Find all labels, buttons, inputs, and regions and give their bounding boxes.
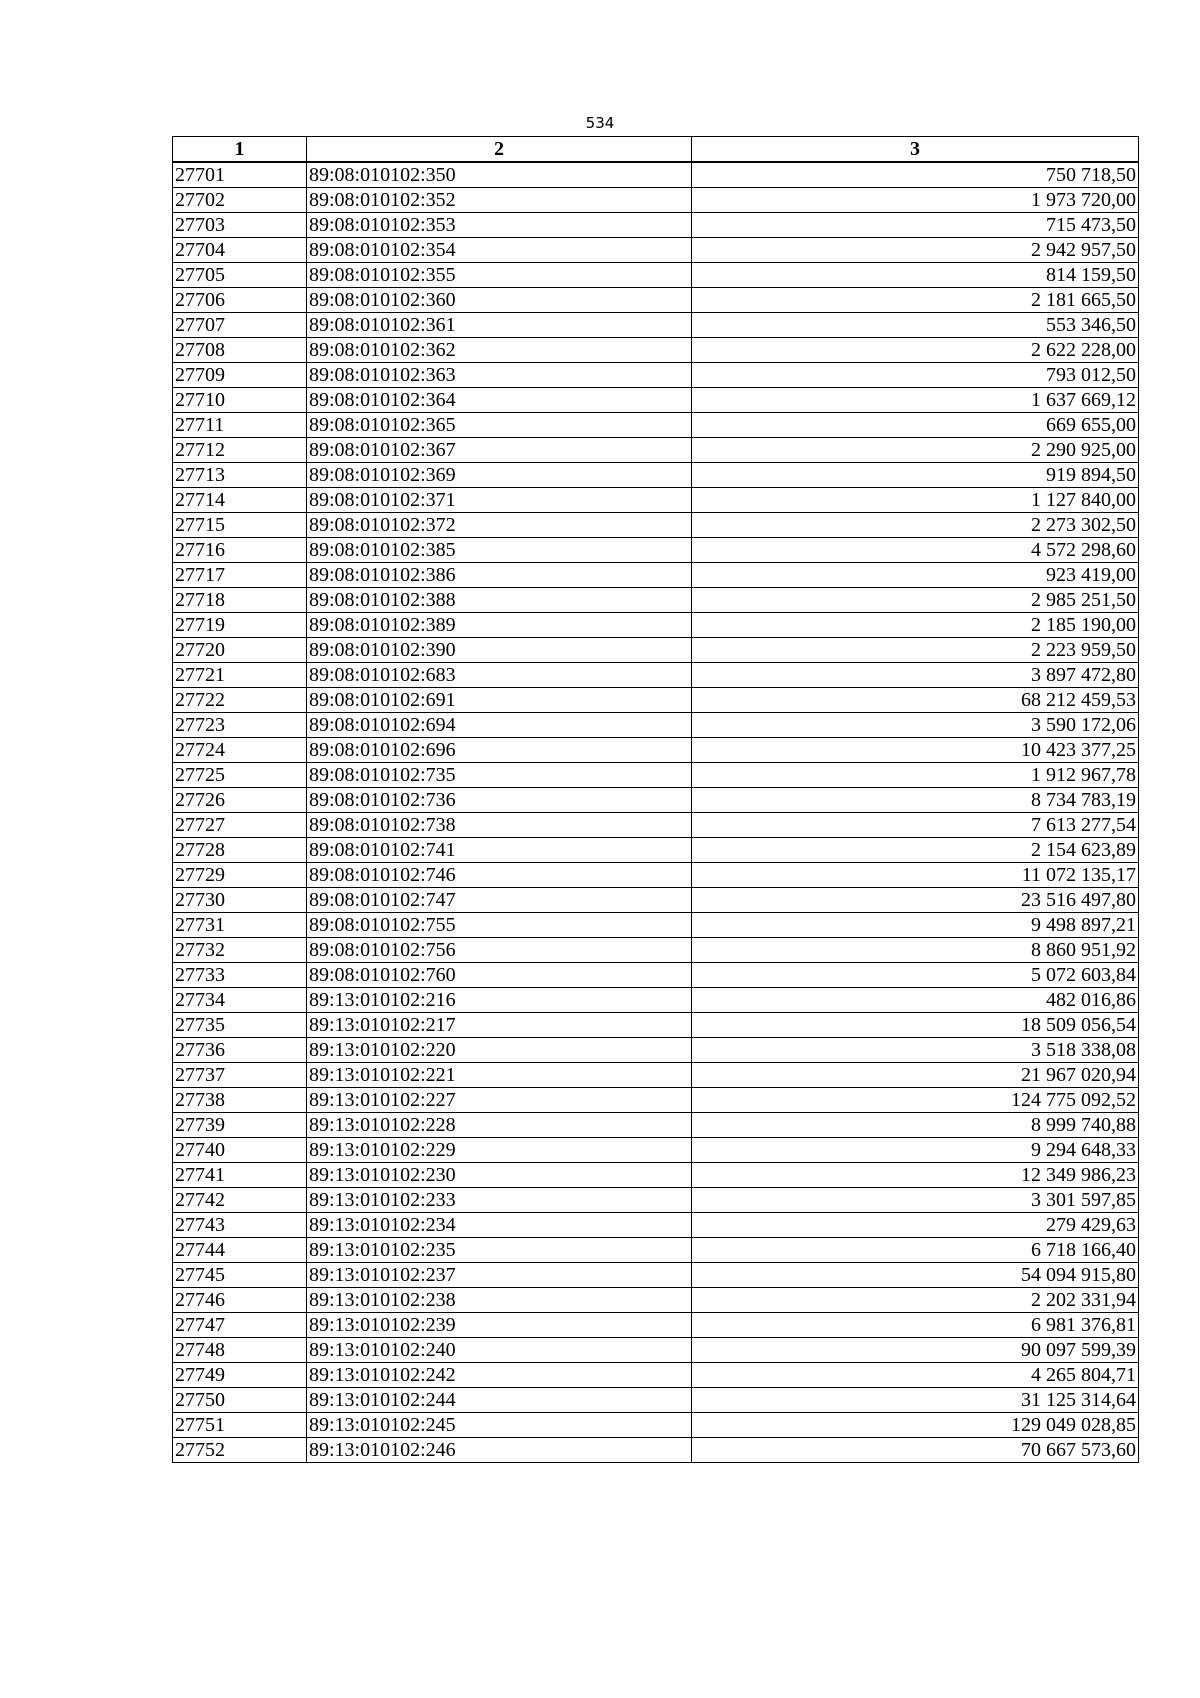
cadastral-number-cell: 89:13:010102:220 [307, 1038, 692, 1063]
cadastral-number-cell: 89:08:010102:360 [307, 288, 692, 313]
cadastral-number-cell: 89:13:010102:239 [307, 1313, 692, 1338]
table-row [173, 663, 1139, 688]
row-number-cell: 27742 [173, 1188, 307, 1213]
value-cell: 715 473,50 [692, 213, 1139, 238]
table-row [173, 413, 1139, 438]
table-row [173, 1263, 1139, 1288]
table-row [173, 613, 1139, 638]
row-number-cell: 27723 [173, 713, 307, 738]
value-cell: 1 127 840,00 [692, 488, 1139, 513]
row-number-cell: 27720 [173, 638, 307, 663]
cadastral-number-cell: 89:08:010102:696 [307, 738, 692, 763]
value-cell: 8 860 951,92 [692, 938, 1139, 963]
cadastral-number-cell: 89:13:010102:230 [307, 1163, 692, 1188]
cadastral-number-cell: 89:13:010102:216 [307, 988, 692, 1013]
cadastral-number-cell: 89:08:010102:760 [307, 963, 692, 988]
value-cell: 553 346,50 [692, 313, 1139, 338]
value-cell: 919 894,50 [692, 463, 1139, 488]
cadastral-number-cell: 89:08:010102:388 [307, 588, 692, 613]
row-number-cell: 27744 [173, 1238, 307, 1263]
value-cell: 129 049 028,85 [692, 1413, 1139, 1438]
row-number-cell: 27746 [173, 1288, 307, 1313]
table-row [173, 588, 1139, 613]
table-row [173, 1213, 1139, 1238]
row-number-cell: 27703 [173, 213, 307, 238]
value-cell: 11 072 135,17 [692, 863, 1139, 888]
row-number-cell: 27711 [173, 413, 307, 438]
cadastral-number-cell: 89:08:010102:691 [307, 688, 692, 713]
row-number-cell: 27726 [173, 788, 307, 813]
cadastral-number-cell: 89:08:010102:756 [307, 938, 692, 963]
cadastral-number-cell: 89:08:010102:747 [307, 888, 692, 913]
table-row [173, 388, 1139, 413]
table-row [173, 938, 1139, 963]
value-cell: 1 637 669,12 [692, 388, 1139, 413]
row-number-cell: 27736 [173, 1038, 307, 1063]
table-row [173, 1088, 1139, 1113]
table-row [173, 888, 1139, 913]
cadastral-number-cell: 89:08:010102:352 [307, 188, 692, 213]
table-body [173, 162, 1139, 1463]
table-row [173, 1138, 1139, 1163]
cadastral-number-cell: 89:08:010102:350 [307, 162, 692, 188]
value-cell: 8 734 783,19 [692, 788, 1139, 813]
row-number-cell: 27718 [173, 588, 307, 613]
value-cell: 1 973 720,00 [692, 188, 1139, 213]
cadastral-number-cell: 89:08:010102:736 [307, 788, 692, 813]
table-row [173, 263, 1139, 288]
table-row [173, 1113, 1139, 1138]
value-cell: 923 419,00 [692, 563, 1139, 588]
table-row [173, 513, 1139, 538]
cadastral-number-cell: 89:13:010102:221 [307, 1063, 692, 1088]
value-cell: 6 718 166,40 [692, 1238, 1139, 1263]
value-cell: 3 518 338,08 [692, 1038, 1139, 1063]
cadastral-number-cell: 89:08:010102:390 [307, 638, 692, 663]
cadastral-number-cell: 89:08:010102:364 [307, 388, 692, 413]
value-cell: 5 072 603,84 [692, 963, 1139, 988]
cadastral-number-cell: 89:13:010102:233 [307, 1188, 692, 1213]
cadastral-number-cell: 89:08:010102:694 [307, 713, 692, 738]
cadastral-number-cell: 89:13:010102:242 [307, 1363, 692, 1388]
value-cell: 814 159,50 [692, 263, 1139, 288]
table-row [173, 188, 1139, 213]
table-row [173, 1038, 1139, 1063]
cadastral-number-cell: 89:08:010102:363 [307, 363, 692, 388]
row-number-cell: 27743 [173, 1213, 307, 1238]
value-cell: 2 273 302,50 [692, 513, 1139, 538]
cadastral-number-cell: 89:08:010102:362 [307, 338, 692, 363]
cadastral-number-cell: 89:13:010102:245 [307, 1413, 692, 1438]
value-cell: 2 985 251,50 [692, 588, 1139, 613]
cadastral-number-cell: 89:13:010102:217 [307, 1013, 692, 1038]
cadastral-number-cell: 89:13:010102:228 [307, 1113, 692, 1138]
value-cell: 4 265 804,71 [692, 1363, 1139, 1388]
row-number-cell: 27719 [173, 613, 307, 638]
table-row [173, 288, 1139, 313]
value-cell: 3 301 597,85 [692, 1188, 1139, 1213]
cadastral-number-cell: 89:13:010102:235 [307, 1238, 692, 1263]
value-cell: 2 154 623,89 [692, 838, 1139, 863]
row-number-cell: 27707 [173, 313, 307, 338]
value-cell: 21 967 020,94 [692, 1063, 1139, 1088]
row-number-cell: 27750 [173, 1388, 307, 1413]
cadastral-number-cell: 89:13:010102:227 [307, 1088, 692, 1113]
value-cell: 124 775 092,52 [692, 1088, 1139, 1113]
column-header-1: 1 [173, 137, 307, 163]
value-cell: 750 718,50 [692, 162, 1139, 188]
table-row [173, 763, 1139, 788]
value-cell: 10 423 377,25 [692, 738, 1139, 763]
cadastral-number-cell: 89:13:010102:240 [307, 1338, 692, 1363]
table-row [173, 838, 1139, 863]
cadastral-number-cell: 89:08:010102:355 [307, 263, 692, 288]
value-cell: 7 613 277,54 [692, 813, 1139, 838]
cadastral-number-cell: 89:08:010102:735 [307, 763, 692, 788]
value-cell: 90 097 599,39 [692, 1338, 1139, 1363]
table-row [173, 338, 1139, 363]
value-cell: 68 212 459,53 [692, 688, 1139, 713]
row-number-cell: 27722 [173, 688, 307, 713]
cadastral-number-cell: 89:13:010102:246 [307, 1438, 692, 1463]
cadastral-number-cell: 89:08:010102:372 [307, 513, 692, 538]
table-row [173, 162, 1139, 188]
value-cell: 3 897 472,80 [692, 663, 1139, 688]
row-number-cell: 27733 [173, 963, 307, 988]
row-number-cell: 27732 [173, 938, 307, 963]
value-cell: 31 125 314,64 [692, 1388, 1139, 1413]
row-number-cell: 27739 [173, 1113, 307, 1138]
table-row [173, 813, 1139, 838]
row-number-cell: 27737 [173, 1063, 307, 1088]
table-row [173, 913, 1139, 938]
cadastral-number-cell: 89:08:010102:353 [307, 213, 692, 238]
value-cell: 8 999 740,88 [692, 1113, 1139, 1138]
data-table [172, 136, 1139, 1463]
row-number-cell: 27705 [173, 263, 307, 288]
value-cell: 2 202 331,94 [692, 1288, 1139, 1313]
cadastral-number-cell: 89:13:010102:237 [307, 1263, 692, 1288]
column-header-2: 2 [307, 137, 692, 163]
header-row [173, 137, 1139, 163]
cadastral-number-cell: 89:08:010102:361 [307, 313, 692, 338]
table-row [173, 363, 1139, 388]
value-cell: 70 667 573,60 [692, 1438, 1139, 1463]
table-row [173, 313, 1139, 338]
table-row [173, 1238, 1139, 1263]
value-cell: 1 912 967,78 [692, 763, 1139, 788]
page-number: 534 [585, 114, 615, 132]
row-number-cell: 27701 [173, 162, 307, 188]
value-cell: 2 622 228,00 [692, 338, 1139, 363]
value-cell: 3 590 172,06 [692, 713, 1139, 738]
cadastral-number-cell: 89:08:010102:755 [307, 913, 692, 938]
row-number-cell: 27748 [173, 1338, 307, 1363]
table-row [173, 1163, 1139, 1188]
table-row [173, 963, 1139, 988]
row-number-cell: 27709 [173, 363, 307, 388]
cadastral-number-cell: 89:08:010102:746 [307, 863, 692, 888]
value-cell: 9 498 897,21 [692, 913, 1139, 938]
table-row [173, 238, 1139, 263]
row-number-cell: 27704 [173, 238, 307, 263]
table-row [173, 438, 1139, 463]
cadastral-number-cell: 89:08:010102:389 [307, 613, 692, 638]
table-row [173, 1413, 1139, 1438]
row-number-cell: 27713 [173, 463, 307, 488]
row-number-cell: 27724 [173, 738, 307, 763]
row-number-cell: 27708 [173, 338, 307, 363]
value-cell: 9 294 648,33 [692, 1138, 1139, 1163]
row-number-cell: 27727 [173, 813, 307, 838]
value-cell: 18 509 056,54 [692, 1013, 1139, 1038]
value-cell: 54 094 915,80 [692, 1263, 1139, 1288]
cadastral-number-cell: 89:08:010102:683 [307, 663, 692, 688]
row-number-cell: 27710 [173, 388, 307, 413]
table-row [173, 738, 1139, 763]
table-header [173, 137, 1139, 163]
table-row [173, 713, 1139, 738]
cadastral-number-cell: 89:08:010102:386 [307, 563, 692, 588]
row-number-cell: 27747 [173, 1313, 307, 1338]
table-row [173, 563, 1139, 588]
cadastral-number-cell: 89:08:010102:354 [307, 238, 692, 263]
row-number-cell: 27712 [173, 438, 307, 463]
value-cell: 23 516 497,80 [692, 888, 1139, 913]
table-row [173, 1188, 1139, 1213]
cadastral-number-cell: 89:13:010102:238 [307, 1288, 692, 1313]
row-number-cell: 27725 [173, 763, 307, 788]
value-cell: 2 942 957,50 [692, 238, 1139, 263]
table-row [173, 488, 1139, 513]
value-cell: 482 016,86 [692, 988, 1139, 1013]
table-row [173, 463, 1139, 488]
row-number-cell: 27734 [173, 988, 307, 1013]
value-cell: 2 223 959,50 [692, 638, 1139, 663]
row-number-cell: 27752 [173, 1438, 307, 1463]
table-row [173, 1288, 1139, 1313]
value-cell: 793 012,50 [692, 363, 1139, 388]
table-row [173, 1438, 1139, 1463]
value-cell: 279 429,63 [692, 1213, 1139, 1238]
row-number-cell: 27751 [173, 1413, 307, 1438]
cadastral-number-cell: 89:08:010102:367 [307, 438, 692, 463]
row-number-cell: 27740 [173, 1138, 307, 1163]
row-number-cell: 27745 [173, 1263, 307, 1288]
value-cell: 669 655,00 [692, 413, 1139, 438]
table-row [173, 1013, 1139, 1038]
cadastral-number-cell: 89:13:010102:229 [307, 1138, 692, 1163]
cadastral-number-cell: 89:13:010102:244 [307, 1388, 692, 1413]
table-row [173, 788, 1139, 813]
table-row [173, 1338, 1139, 1363]
table-row [173, 1388, 1139, 1413]
value-cell: 12 349 986,23 [692, 1163, 1139, 1188]
row-number-cell: 27730 [173, 888, 307, 913]
table-row [173, 638, 1139, 663]
row-number-cell: 27715 [173, 513, 307, 538]
row-number-cell: 27702 [173, 188, 307, 213]
column-header-3: 3 [692, 137, 1139, 163]
table-row [173, 688, 1139, 713]
row-number-cell: 27741 [173, 1163, 307, 1188]
value-cell: 4 572 298,60 [692, 538, 1139, 563]
row-number-cell: 27735 [173, 1013, 307, 1038]
row-number-cell: 27716 [173, 538, 307, 563]
table-row [173, 538, 1139, 563]
cadastral-number-cell: 89:08:010102:385 [307, 538, 692, 563]
row-number-cell: 27714 [173, 488, 307, 513]
cadastral-number-cell: 89:08:010102:738 [307, 813, 692, 838]
row-number-cell: 27721 [173, 663, 307, 688]
value-cell: 2 181 665,50 [692, 288, 1139, 313]
table-row [173, 1363, 1139, 1388]
row-number-cell: 27706 [173, 288, 307, 313]
cadastral-number-cell: 89:08:010102:365 [307, 413, 692, 438]
cadastral-number-cell: 89:08:010102:369 [307, 463, 692, 488]
cadastral-number-cell: 89:13:010102:234 [307, 1213, 692, 1238]
row-number-cell: 27728 [173, 838, 307, 863]
value-cell: 6 981 376,81 [692, 1313, 1139, 1338]
table-row [173, 863, 1139, 888]
table-row [173, 213, 1139, 238]
table-row [173, 1063, 1139, 1088]
row-number-cell: 27749 [173, 1363, 307, 1388]
value-cell: 2 185 190,00 [692, 613, 1139, 638]
row-number-cell: 27717 [173, 563, 307, 588]
row-number-cell: 27729 [173, 863, 307, 888]
table-row [173, 988, 1139, 1013]
row-number-cell: 27738 [173, 1088, 307, 1113]
cadastral-number-cell: 89:08:010102:371 [307, 488, 692, 513]
value-cell: 2 290 925,00 [692, 438, 1139, 463]
cadastral-number-cell: 89:08:010102:741 [307, 838, 692, 863]
row-number-cell: 27731 [173, 913, 307, 938]
table-row [173, 1313, 1139, 1338]
